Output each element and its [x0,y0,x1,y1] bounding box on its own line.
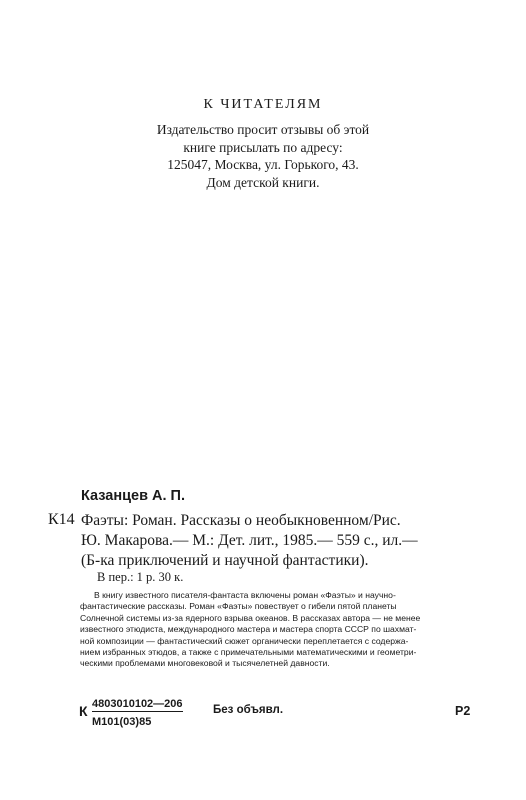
annotation-line: Солнечной системы из-за ядерного взрыва океанов. В рассказах автора — не менее [80,612,421,623]
catalog-k-letter: К [79,703,88,719]
annotation-line: нием избранных этюдов, а также с примечательными математическими и геометри- [80,647,417,658]
biblio-line: Ю. Макарова.— М.: Дет. лит., 1985.— 559 с., ил.— [81,532,418,549]
notice-line: Издательство просит отзывы об этой [156,122,370,137]
bibliographic-description [81,511,481,571]
catalog-code-denominator: М101(03)85 [92,716,152,728]
notice-line: Дом детской книги. [206,174,320,190]
annotation-line: фантастические рассказы. Роман «Фаэты» повествует о гибели пятой планеты [80,601,397,612]
notice-line: книге присылать по адресу: [183,139,343,155]
annotation-line: ной композиции — фантастический сюжет органически переплетается с содержа- [80,635,409,646]
biblio-line: (Б-ка приключений и научной фантастики). [81,552,369,569]
no-advertisement-note: Без объявл. [213,704,284,716]
library-index-code: К14 [48,511,75,528]
price: В пер.: 1 р. 30 к. [97,570,184,584]
annotation-line: известного этюдиста, международного мастера и мастера спорта СССР по шахмат- [80,624,417,635]
author-name: Казанцев А. П. [81,488,186,504]
notice-line: 125047, Москва, ул. Горького, 43. [167,157,359,172]
annotation-line: ческими проблемами многовековой и тысячелетней давности. [80,658,330,669]
classification-code: Р2 [455,704,471,718]
notice-text [0,121,526,191]
biblio-line: Фаэты: Роман. Рассказы о необыкновенном/Рис. [81,512,401,529]
catalog-code-numerator: 4803010102—206 [92,698,183,710]
annotation-line: В книгу известного писателя-фантаста включены роман «Фаэты» и научно- [94,590,396,600]
annotation [80,590,468,670]
notice-title: К ЧИТАТЕЛЯМ [203,97,323,112]
